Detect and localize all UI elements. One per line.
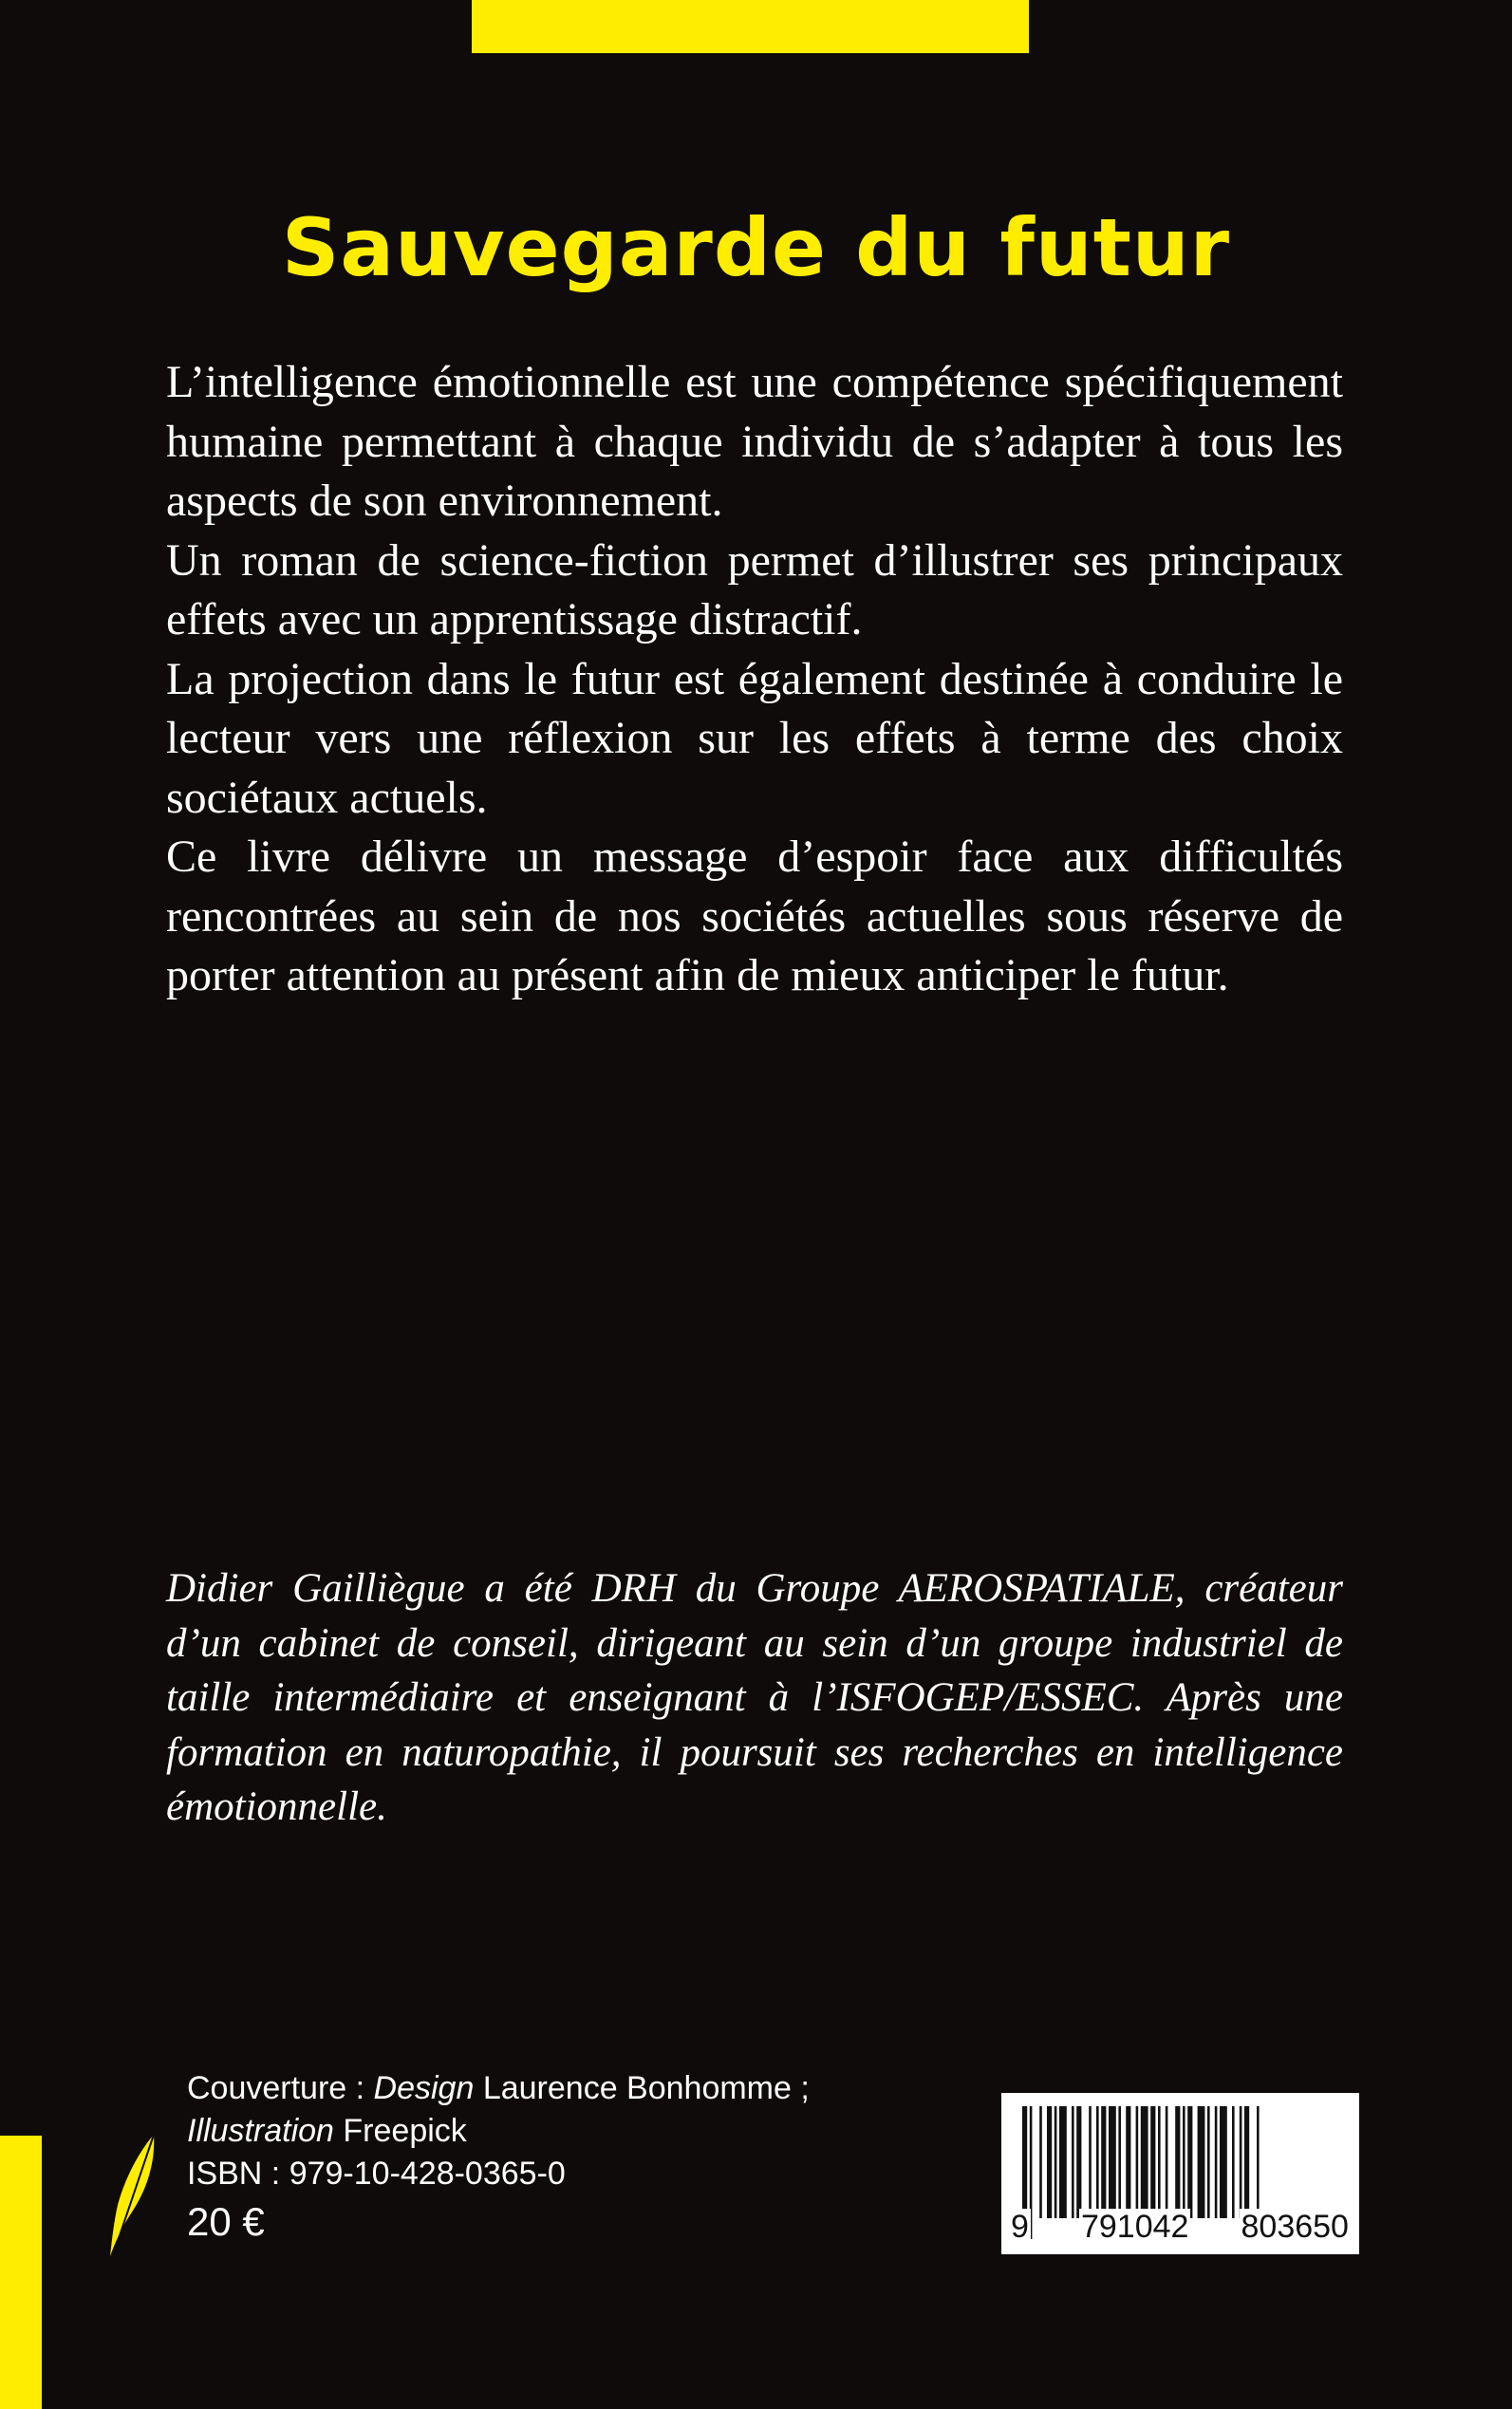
barcode-bar: [1150, 2106, 1155, 2218]
barcode-bar: [1096, 2106, 1099, 2218]
barcode-bar: [1175, 2106, 1180, 2218]
barcode-first-digit: 9: [1011, 2209, 1029, 2245]
barcode-bar: [1215, 2106, 1218, 2218]
barcode-digits: [1009, 2209, 1351, 2246]
illustration-label: Illustration: [187, 2113, 334, 2149]
author-bio: Didier Gailliègue a été DRH du Groupe AEROSPATIALE, créateur d’un cabinet de conseil, dirigeant au sein d’un groupe industriel de taille intermédiaire et enseignant à l’ISFOGEP/ESSEC. Après une formation en naturopathie, il poursuit ses recherches en intelligence émotionnelle.: [166, 1566, 1343, 1829]
barcode-bar: [1183, 2106, 1185, 2218]
barcode-bar: [1126, 2106, 1130, 2218]
quill-feather-icon: [104, 2131, 161, 2264]
barcode-bar: [1166, 2106, 1168, 2218]
barcode-bar: [1198, 2106, 1205, 2218]
barcode-bar: [1059, 2106, 1067, 2218]
book-summary: [166, 353, 1343, 1006]
barcode-bar: [1118, 2106, 1121, 2218]
barcode-bar: [1232, 2106, 1235, 2218]
price: 20 €: [187, 2199, 265, 2244]
summary-paragraph: Un roman de science-fiction permet d’illustrer ses principaux effets avec un apprentissage distractif.: [166, 534, 1343, 644]
barcode-bar: [1207, 2106, 1210, 2218]
top-accent-band: [472, 0, 1029, 53]
barcode-right-group: 803650: [1241, 2209, 1349, 2245]
barcode-bar: [1072, 2106, 1074, 2218]
barcode-bar: [1240, 2106, 1242, 2218]
barcode-bar: [1047, 2106, 1052, 2218]
barcode-bar: [1076, 2106, 1081, 2218]
barcode-bar: [1187, 2106, 1192, 2218]
barcode-left-group: 791042: [1080, 2209, 1189, 2245]
barcode-bar: [1039, 2106, 1042, 2218]
designer-name: Laurence Bonhomme ;: [474, 2070, 810, 2106]
book-title: Sauvegarde du futur: [281, 201, 1231, 295]
barcode-bar: [1141, 2106, 1148, 2218]
left-accent-band: [0, 2136, 42, 2409]
isbn: ISBN : 979-10-428-0365-0: [187, 2156, 566, 2192]
barcode-bar: [1136, 2106, 1139, 2218]
illustration-credit-line: [187, 2110, 810, 2153]
cover-label: Couverture :: [187, 2070, 374, 2106]
barcode: [1001, 2093, 1359, 2254]
summary-paragraph: Ce livre délivre un message d’espoir face aux difficultés rencontrées au sein de nos sociétés actuelles sous réserve de porter attention au présent afin de mieux anticiper le futur.: [166, 831, 1343, 1000]
barcode-bar: [1101, 2106, 1106, 2218]
design-label: Design: [373, 2070, 475, 2106]
illustrator-name: Freepick: [333, 2113, 467, 2149]
barcode-bar: [1244, 2106, 1249, 2218]
cover-credit-line: [187, 2067, 810, 2110]
barcode-bar: [1158, 2106, 1161, 2218]
credits-block: [187, 2067, 810, 2249]
summary-paragraph: La projection dans le futur est également destinée à conduire le lecteur vers une réflexion sur les effets à terme des choix sociétaux actuels.: [166, 653, 1343, 823]
summary-paragraph: L’intelligence émotionnelle est une compétence spécifiquement humaine permettant à chaque individu de s’adapter à tous les aspects de son environnement.: [166, 357, 1343, 526]
barcode-bar: [1055, 2106, 1057, 2218]
barcode-bar: [1220, 2106, 1227, 2218]
barcode-bar: [1109, 2106, 1116, 2218]
barcode-bar: [1089, 2106, 1092, 2218]
